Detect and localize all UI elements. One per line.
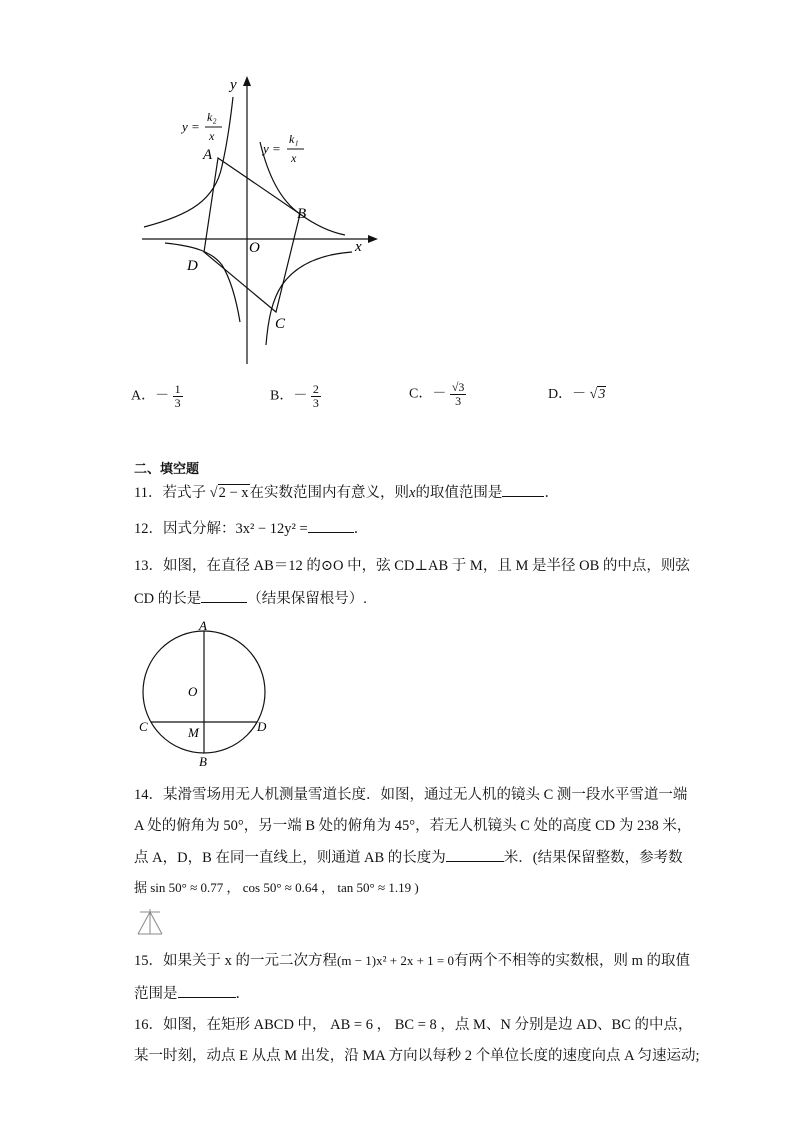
choice-d-radical: √ [589, 387, 598, 402]
x-axis-label: x [355, 239, 362, 255]
q11-end: ． [544, 485, 559, 501]
k1-label-lhs: y = [263, 141, 281, 156]
question-11 [134, 482, 559, 503]
label-a: A [199, 618, 207, 633]
k1-label-num: k₁ [289, 132, 299, 146]
q15-line1-post: 有两个不相等的实数根，则 m 的取值 [454, 953, 691, 969]
choice-b-fraction [311, 383, 321, 410]
choice-b-letter: B． [270, 388, 294, 404]
origin-label: O [249, 240, 260, 256]
choice-a-den: 3 [174, 396, 181, 410]
q14-answer-blank[interactable] [446, 847, 504, 862]
point-a-label: A [203, 147, 213, 163]
question-16-line-2: 某一时刻，动点 E 从点 M 出发，沿 MA 方向以每秒 2 个单位长度的速度向点 A 匀速运动; [134, 1048, 700, 1064]
q15-line2-end: ． [235, 986, 250, 1002]
q14-line3-prefix: 点 A，D，B 在同一直线上，则通道 AB 的长度为 [134, 850, 446, 866]
q11-post: 的取值范围是 [415, 485, 503, 501]
label-m: M [188, 725, 199, 740]
choice-d-radicand: 3 [598, 387, 606, 402]
label-o: O [188, 684, 198, 699]
q13-line2-prefix: CD 的长是 [134, 591, 202, 607]
circle-figure [130, 616, 280, 771]
k2-label-num: k₂ [207, 110, 217, 124]
q11-radicand: 2 − x [218, 485, 249, 501]
question-15-line-2 [134, 983, 250, 1004]
question-15-line-1 [134, 951, 690, 971]
q15-answer-blank[interactable] [178, 983, 236, 998]
choice-c-sign: － [432, 386, 447, 402]
q13-answer-blank[interactable] [201, 588, 247, 603]
choice-b-den: 3 [312, 396, 319, 410]
point-d-label: D [187, 258, 198, 274]
k2-curve-upper [144, 97, 233, 227]
q12-prefix: 12．因式分解： [134, 521, 236, 537]
quadrilateral-abcd [204, 158, 300, 312]
q15-line1-prefix: 15．如果关于 x 的一元二次方程 [134, 953, 337, 969]
q13-line2-post: （结果保留根号）. [247, 591, 367, 607]
question-14-line-2: A 处的俯角为 50°，另一端 B 处的俯角为 45°，若无人机镜头 C 处的高度 CD 为 238 米， [134, 818, 692, 834]
question-16-line-1: 16．如图，在矩形 ABCD 中， AB = 6 ， BC = 8 ，点 M、N 分别是边 AD、BC 的中点， [134, 1017, 693, 1033]
question-14-line-3 [134, 847, 683, 868]
choice-c-letter: C． [409, 386, 433, 402]
question-13-line-2 [134, 588, 367, 609]
q12-end: ． [353, 521, 369, 537]
question-14-line-1: 14．某滑雪场用无人机测量雪道长度．如图，通过无人机的镜头 C 测一段水平雪道一端 [134, 787, 688, 803]
y-axis-arrow [243, 76, 251, 86]
label-d: D [257, 719, 267, 734]
point-c-label: C [275, 316, 286, 332]
section-title: 二、填空题 [134, 462, 200, 477]
choice-d-sign: － [572, 387, 587, 402]
k2-label-lhs: y = [182, 119, 200, 134]
q15-line2-prefix: 范围是 [134, 986, 178, 1002]
q15-equation: (m − 1)x² + 2x + 1 = 0 [337, 953, 454, 968]
q11-mid: 在实数范围内有意义，则 [249, 485, 409, 501]
question-13-line-1: 13．如图，在直径 AB＝12 的⊙O 中，弦 CD⊥AB 于 M，且 M 是半径 OB 的中点，则弦 [134, 558, 690, 574]
choice-b-num: 2 [312, 382, 319, 396]
choice-d-letter: D． [548, 387, 573, 402]
q12-expression: 3x² − 12y² = [235, 521, 308, 537]
k1-curve-lower [165, 243, 240, 322]
q11-var: x [409, 485, 416, 501]
choice-a-num: 1 [174, 382, 181, 396]
choice-a[interactable] [131, 383, 183, 410]
k1-label-den: x [291, 151, 297, 165]
q11-radical: √ [209, 485, 218, 501]
k2-label-den: x [209, 129, 215, 143]
question-14-line-4: 据 sin 50° ≈ 0.77 ， cos 50° ≈ 0.64 ， tan 50° ≈ 1.19 ) [134, 880, 419, 895]
choice-c-den: 3 [455, 394, 462, 408]
q14-line3-post: 米．(结果保留整数，参考数 [503, 850, 683, 866]
q12-answer-blank[interactable] [308, 518, 354, 533]
choice-a-sign: － [155, 388, 170, 404]
x-axis-arrow [368, 235, 378, 243]
label-b: B [199, 754, 207, 769]
choice-a-letter: A． [131, 388, 156, 404]
choice-b-sign: － [293, 388, 308, 404]
label-c: C [139, 719, 148, 734]
hyperbola-figure [130, 68, 390, 370]
choice-c-num: √3 [451, 380, 465, 394]
choice-c-fraction [450, 381, 467, 408]
choice-c[interactable] [409, 381, 466, 408]
drone-diagram-thumbnail [134, 906, 166, 938]
point-b-label: B [297, 206, 307, 222]
y-axis-label: y [230, 77, 237, 93]
question-12 [134, 518, 368, 539]
q11-answer-blank[interactable] [502, 482, 544, 497]
choice-b[interactable] [270, 383, 321, 410]
q11-prefix: 11．若式子 [134, 485, 206, 501]
choice-d[interactable] [548, 385, 606, 405]
choice-a-fraction [173, 383, 183, 410]
